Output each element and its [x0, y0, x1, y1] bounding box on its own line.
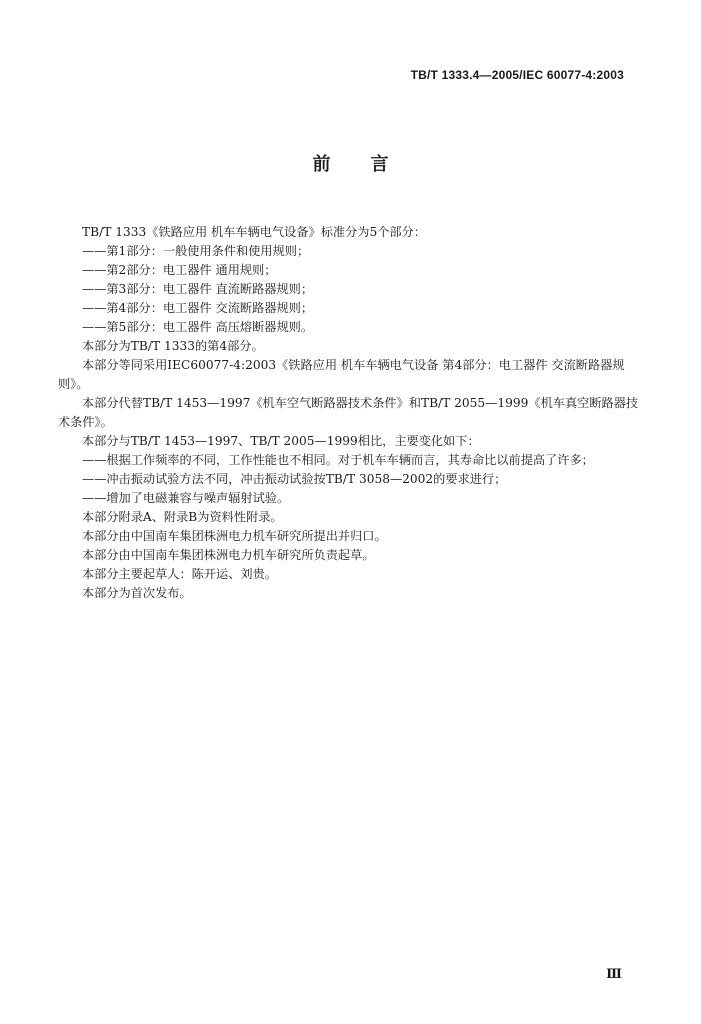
- paragraph-proposed-by: 本部分由中国南车集团株洲电力机车研究所提出并归口。: [82, 529, 387, 543]
- list-item-part-4: ——第4部分：电工器件 交流断路器规则；: [82, 301, 314, 315]
- paragraph-annexes: 本部分附录A、附录B为资料性附录。: [82, 510, 283, 524]
- paragraph-drafted-by: 本部分由中国南车集团株洲电力机车研究所负责起草。: [82, 548, 375, 562]
- list-item-part-1: ——第1部分：一般使用条件和使用规则；: [82, 244, 310, 258]
- paragraph-changes-intro: 本部分与TB/T 1453—1997、TB/T 2005—1999相比，主要变化如下：: [82, 434, 480, 448]
- list-item-part-5: ——第5部分：电工器件 高压熔断器规则。: [82, 320, 314, 334]
- foreword-body: [58, 223, 646, 603]
- page-title: 前言: [312, 154, 429, 175]
- paragraph-first-release: 本部分为首次发布。: [82, 586, 192, 600]
- list-item-part-3: ——第3部分：电工器件 直流断路器规则；: [82, 282, 314, 296]
- paragraph-replaces: 本部分代替TB/T 1453—1997《机车空气断路器技术条件》和TB/T 2055—1999《机车真空断路器技术条件》。: [58, 396, 639, 429]
- standard-number-header: TB/T 1333.4—2005/IEC 60077-4:2003: [410, 68, 624, 82]
- paragraph-drafters: 本部分主要起草人：陈开运、刘贵。: [82, 567, 277, 581]
- list-item-change-2: ——冲击振动试验方法不同，冲击振动试验按TB/T 3058—2002的要求进行；: [82, 472, 507, 486]
- paragraph-this-part: 本部分为TB/T 1333的第4部分。: [82, 339, 264, 353]
- list-item-change-1: ——根据工作频率的不同，工作性能也不相同。对于机车车辆而言，其寿命比以前提高了许多；: [82, 453, 594, 467]
- paragraph-equivalent-adoption: 本部分等同采用IEC60077-4:2003《铁路应用 机车车辆电气设备 第4部分：电工器件 交流断路器规则》。: [58, 358, 625, 391]
- list-item-part-2: ——第2部分：电工器件 通用规则；: [82, 263, 277, 277]
- page-number: Ⅲ: [606, 967, 622, 982]
- paragraph-intro: TB/T 1333《铁路应用 机车车辆电气设备》标准分为5个部分：: [82, 225, 426, 239]
- list-item-change-3: ——增加了电磁兼容与噪声辐射试验。: [82, 491, 290, 505]
